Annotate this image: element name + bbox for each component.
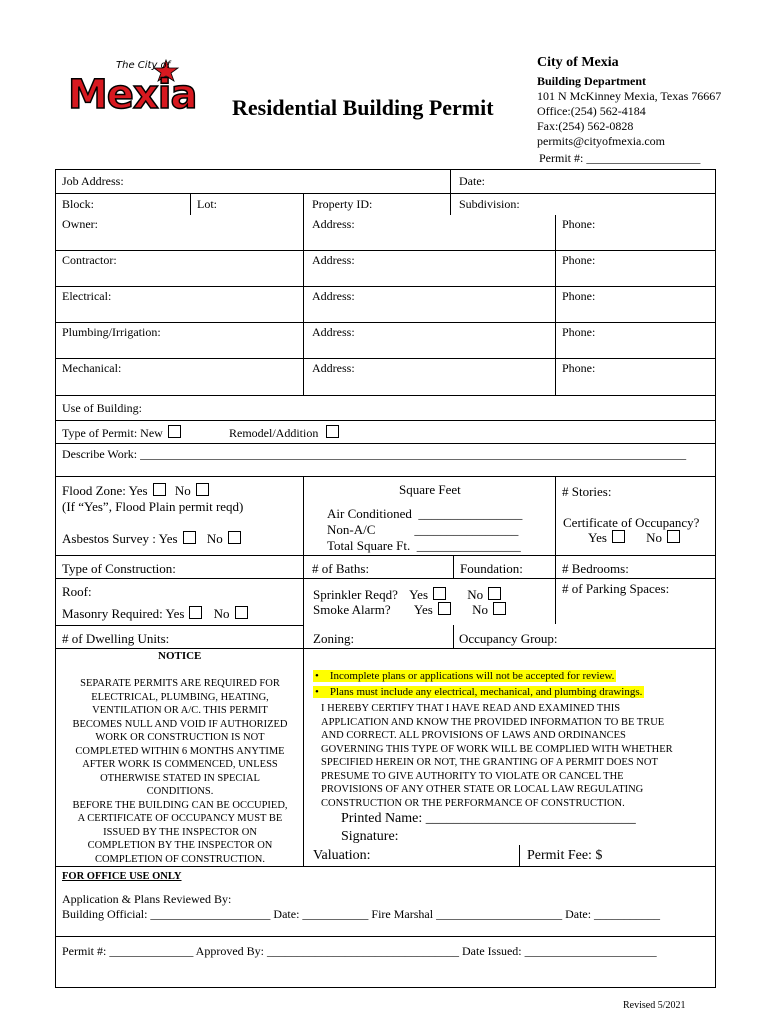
certify-line: APPLICATION AND KNOW THE PROVIDED INFORMATION TO BE TRUE <box>321 716 665 728</box>
zoning-label[interactable]: Zoning: <box>313 631 355 646</box>
occupancy-group-label[interactable]: Occupancy Group: <box>459 631 558 646</box>
asbestos-no-checkbox[interactable] <box>228 531 241 544</box>
type-of-permit-row <box>62 425 181 441</box>
electrical-address-label[interactable]: Address: <box>312 289 355 303</box>
certify-text <box>321 702 673 810</box>
asbestos-yes-label: Asbestos Survey : Yes <box>62 531 178 546</box>
bullet-plans: • Plans must include any electrical, mechanical, and plumbing drawings. <box>315 686 643 698</box>
notice-line: VENTILATION OR A/C. THIS PERMIT <box>92 705 268 716</box>
city-logo <box>66 58 198 124</box>
permit-new-label: Type of Permit: New <box>62 426 163 440</box>
logo-small-text: The City of <box>116 60 171 71</box>
smoke-yes-label: Yes <box>413 602 433 617</box>
roof-label[interactable]: Roof: <box>62 584 92 599</box>
mechanical-phone-label[interactable]: Phone: <box>562 361 596 375</box>
asbestos-yes-checkbox[interactable] <box>183 531 196 544</box>
certify-line: PRESUME TO GIVE AUTHORITY TO VIOLATE OR CANCEL THE <box>321 770 624 782</box>
flood-note: (If “Yes”, Flood Plain permit reqd) <box>62 499 244 514</box>
logo-mexia-text: Mexia <box>68 72 197 118</box>
co-yes-label: Yes <box>588 530 607 545</box>
masonry-no-checkbox[interactable] <box>235 606 248 619</box>
certificate-occupancy-label: Certificate of Occupancy? <box>563 515 700 530</box>
sprinkler-no-checkbox[interactable] <box>488 587 501 600</box>
masonry-yes-label: Masonry Required: Yes <box>62 606 185 621</box>
contractor-phone-label[interactable]: Phone: <box>562 253 596 267</box>
remodel-label: Remodel/Addition <box>229 426 319 440</box>
stories-label[interactable]: # Stories: <box>562 484 612 499</box>
job-address-label[interactable]: Job Address: <box>62 174 124 188</box>
smoke-alarm-label: Smoke Alarm? <box>313 602 391 617</box>
flood-zone-row <box>62 483 209 499</box>
notice-line: BECOMES NULL AND VOID IF AUTHORIZED <box>72 718 288 730</box>
use-of-building-label[interactable]: Use of Building: <box>62 401 142 415</box>
certify-line: PROVISIONS OF ANY OTHER STATE OR LOCAL LAW REGULATING <box>321 784 644 795</box>
smoke-yes-checkbox[interactable] <box>438 602 451 615</box>
reviewed-by-label: Application & Plans Reviewed By: <box>62 892 232 906</box>
type-construction-label[interactable]: Type of Construction: <box>62 561 176 576</box>
masonry-yes-checkbox[interactable] <box>189 606 202 619</box>
certify-line: SPECIFIED HEREIN OR NOT, THE GRANTING OF A PERMIT DOES NOT <box>321 757 658 768</box>
bullet-incomplete: • Incomplete plans or applications will not be accepted for review. <box>315 670 615 682</box>
approval-line[interactable]: Permit #: ______________ Approved By: ________________________________ Date Issued: ______________________ <box>62 944 657 958</box>
electrical-label[interactable]: Electrical: <box>62 289 112 303</box>
plumbing-address-label[interactable]: Address: <box>312 325 355 339</box>
sprinkler-yes-label: Yes <box>409 587 429 602</box>
co-options-row <box>588 530 680 546</box>
notice-line: ISSUED BY THE INSPECTOR ON <box>103 826 257 838</box>
notice-line: AFTER WORK IS COMMENCED, UNLESS <box>82 759 278 770</box>
electrical-phone-label[interactable]: Phone: <box>562 289 596 303</box>
building-official-line[interactable]: Building Official: ____________________ Date: ___________ Fire Marshal _____________________ Date: ___________ <box>62 907 661 921</box>
notice-heading: NOTICE <box>158 650 202 662</box>
certify-line: GOVERNING THIS TYPE OF WORK WILL BE COMPLIED WITH WHETHER <box>321 743 673 755</box>
notice-line: OTHERWISE STATED IN SPECIAL <box>100 772 260 784</box>
remodel-checkbox[interactable] <box>326 425 339 438</box>
masonry-no-label: No <box>213 606 230 621</box>
notice-line: CONDITIONS. <box>146 786 214 797</box>
date-label[interactable]: Date: <box>459 174 485 188</box>
mechanical-address-label[interactable]: Address: <box>312 361 355 375</box>
notice-line: WORK OR CONSTRUCTION IS NOT <box>95 732 265 743</box>
non-ac-field[interactable]: Non-A/C ________________ <box>327 522 519 537</box>
bedrooms-label[interactable]: # Bedrooms: <box>562 561 629 576</box>
certify-line: I HEREBY CERTIFY THAT I HAVE READ AND EXAMINED THIS <box>321 703 621 714</box>
certify-line: CONSTRUCTION OR THE PERFORMANCE OF CONSTRUCTION. <box>321 797 625 809</box>
smoke-no-label: No <box>472 602 488 617</box>
sprinkler-no-label: No <box>467 587 484 602</box>
remodel-row <box>229 425 339 441</box>
flood-zone-no-label: No <box>174 483 191 498</box>
block-label[interactable]: Block: <box>62 197 94 211</box>
plumbing-phone-label[interactable]: Phone: <box>562 325 596 339</box>
asbestos-no-label: No <box>206 531 223 546</box>
revised-date: Revised 5/2021 <box>623 1000 686 1011</box>
describe-work-field[interactable]: Describe Work: ___________________________________________________________________________________________ <box>62 447 687 461</box>
printed-name-field[interactable]: Printed Name: ______________________________ <box>341 811 636 826</box>
notice-line: A CERTIFICATE OF OCCUPANCY MUST BE <box>77 813 283 824</box>
city-contact-block <box>537 55 721 149</box>
bullet-text: Incomplete plans or applications will not be accepted for review. <box>329 670 615 682</box>
masonry-row <box>62 606 248 622</box>
sprinkler-label: Sprinkler Reqd? <box>313 587 398 602</box>
parking-label[interactable]: # of Parking Spaces: <box>562 581 670 596</box>
sprinkler-yes-checkbox[interactable] <box>433 587 446 600</box>
bullet-text: Plans must include any electrical, mechanical, and plumbing drawings. <box>329 686 643 698</box>
notice-line: COMPLETION BY THE INSPECTOR ON <box>87 840 273 851</box>
foundation-label[interactable]: Foundation: <box>460 561 523 576</box>
asbestos-row <box>62 531 241 547</box>
baths-label[interactable]: # of Baths: <box>312 561 370 576</box>
certify-line: AND CORRECT. ALL PROVISIONS OF LAWS AND ORDINANCES <box>321 730 626 741</box>
notice-line: BEFORE THE BUILDING CAN BE OCCUPIED, <box>72 799 288 811</box>
contractor-address-label[interactable]: Address: <box>312 253 355 267</box>
fax-number: Fax:(254) 562-0828 <box>537 119 634 133</box>
square-feet-heading: Square Feet <box>399 482 461 497</box>
co-no-label: No <box>646 530 663 545</box>
notice-line: COMPLETED WITHIN 6 MONTHS ANYTIME <box>75 745 285 757</box>
city-name: City of Mexia <box>537 55 619 70</box>
permit-number-header[interactable]: Permit #: ___________________ <box>539 151 701 165</box>
owner-address-label[interactable]: Address: <box>312 217 355 231</box>
plumbing-label[interactable]: Plumbing/Irrigation: <box>62 325 161 339</box>
permit-fee-field[interactable]: Permit Fee: $ <box>527 848 603 863</box>
lot-label[interactable]: Lot: <box>197 197 217 211</box>
department-address: 101 N McKinney Mexia, Texas 76667 <box>537 89 722 103</box>
owner-label[interactable]: Owner: <box>62 217 98 231</box>
subdivision-label[interactable]: Subdivision: <box>459 197 520 211</box>
notice-line: COMPLETION OF CONSTRUCTION. <box>94 853 266 865</box>
flood-zone-yes-checkbox[interactable] <box>153 483 166 496</box>
valuation-field[interactable]: Valuation: <box>313 848 371 863</box>
permit-new-checkbox[interactable] <box>168 425 181 438</box>
notice-line: SEPARATE PERMITS ARE REQUIRED FOR <box>80 678 280 689</box>
contractor-label[interactable]: Contractor: <box>62 253 117 267</box>
dwelling-units-label[interactable]: # of Dwelling Units: <box>62 631 170 646</box>
property-id-label[interactable]: Property ID: <box>312 197 373 211</box>
co-no-checkbox[interactable] <box>667 530 680 543</box>
notice-line: ELECTRICAL, PLUMBING, HEATING, <box>91 691 269 703</box>
smoke-no-checkbox[interactable] <box>493 602 506 615</box>
flood-zone-yes-label: Flood Zone: Yes <box>62 483 148 498</box>
co-yes-checkbox[interactable] <box>612 530 625 543</box>
smoke-alarm-row <box>313 602 506 618</box>
email-address: permits@cityofmexia.com <box>537 134 666 148</box>
owner-phone-label[interactable]: Phone: <box>562 217 596 231</box>
office-phone: Office:(254) 562-4184 <box>537 104 646 118</box>
total-sqft-field[interactable]: Total Square Ft. ________________ <box>327 538 521 553</box>
signature-field[interactable]: Signature: <box>341 829 399 844</box>
notice-text <box>58 677 302 866</box>
sprinkler-row <box>313 587 501 603</box>
air-conditioned-field[interactable]: Air Conditioned ________________ <box>327 506 523 521</box>
department-name: Building Department <box>537 74 647 88</box>
page-title: Residential Building Permit <box>232 95 494 120</box>
flood-zone-no-checkbox[interactable] <box>196 483 209 496</box>
mechanical-label[interactable]: Mechanical: <box>62 361 122 375</box>
office-use-heading: FOR OFFICE USE ONLY <box>62 871 182 882</box>
